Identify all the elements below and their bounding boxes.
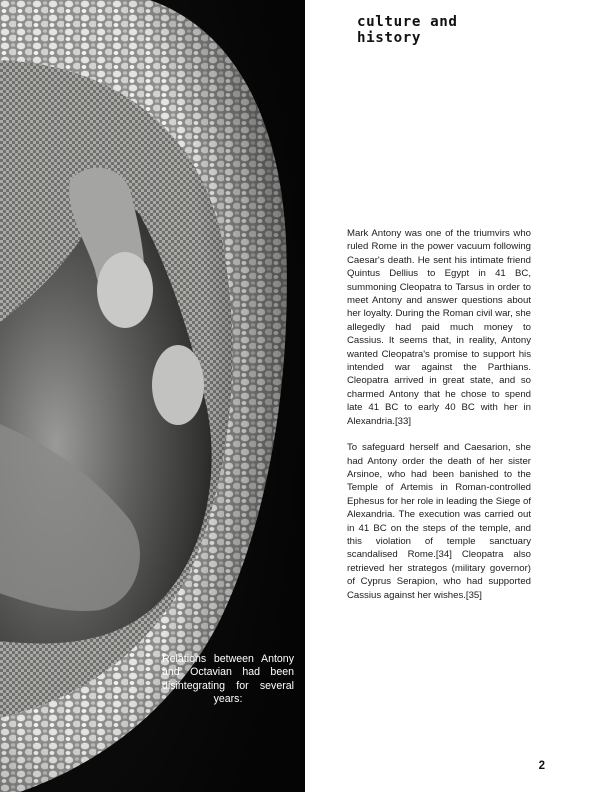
section-title: culture and history bbox=[357, 14, 458, 46]
article-paragraph: Mark Antony was one of the triumvirs who ruled Rome in the power vacuum following Caesar's death. He sent his intimate friend Quintus Dellius to Egypt in 41 BC, summoning Cleopatra to Tarsus in order to meet Antony and answer questions about her loyalty. During the Roman civil war, she allegedly had paid much money to Cassius. It seems that, in reality, Antony wanted Cleopatra's promise to support his intended war against the Parthians. Cleopatra arrived in great state, and so charmed Antony that he chose to spend late 41 BC to early 40 BC with her in Alexandria.[33] bbox=[347, 228, 531, 427]
article-body bbox=[347, 227, 531, 602]
article-paragraph: To safeguard herself and Caesarion, she had Antony order the death of her sister Arsinoe, who had been banished to the Temple of Artemis in Roman-controlled Ephesus for her role in leading the Siege of Alexandria. The execution was carried out in 41 BC on the steps of the temple, and this violation of temple sanctuary scandalised Rome.[34] Cleopatra also retrieved her strategos (military governor) of Cyprus Serapion, who had supported Cassius against her wishes.[35] bbox=[347, 442, 532, 601]
photo-caption: Relations between Antony and Octavian had been disintegrating for several years: bbox=[162, 653, 294, 706]
page-number: 2 bbox=[538, 760, 545, 772]
cat-photo bbox=[0, 0, 305, 792]
